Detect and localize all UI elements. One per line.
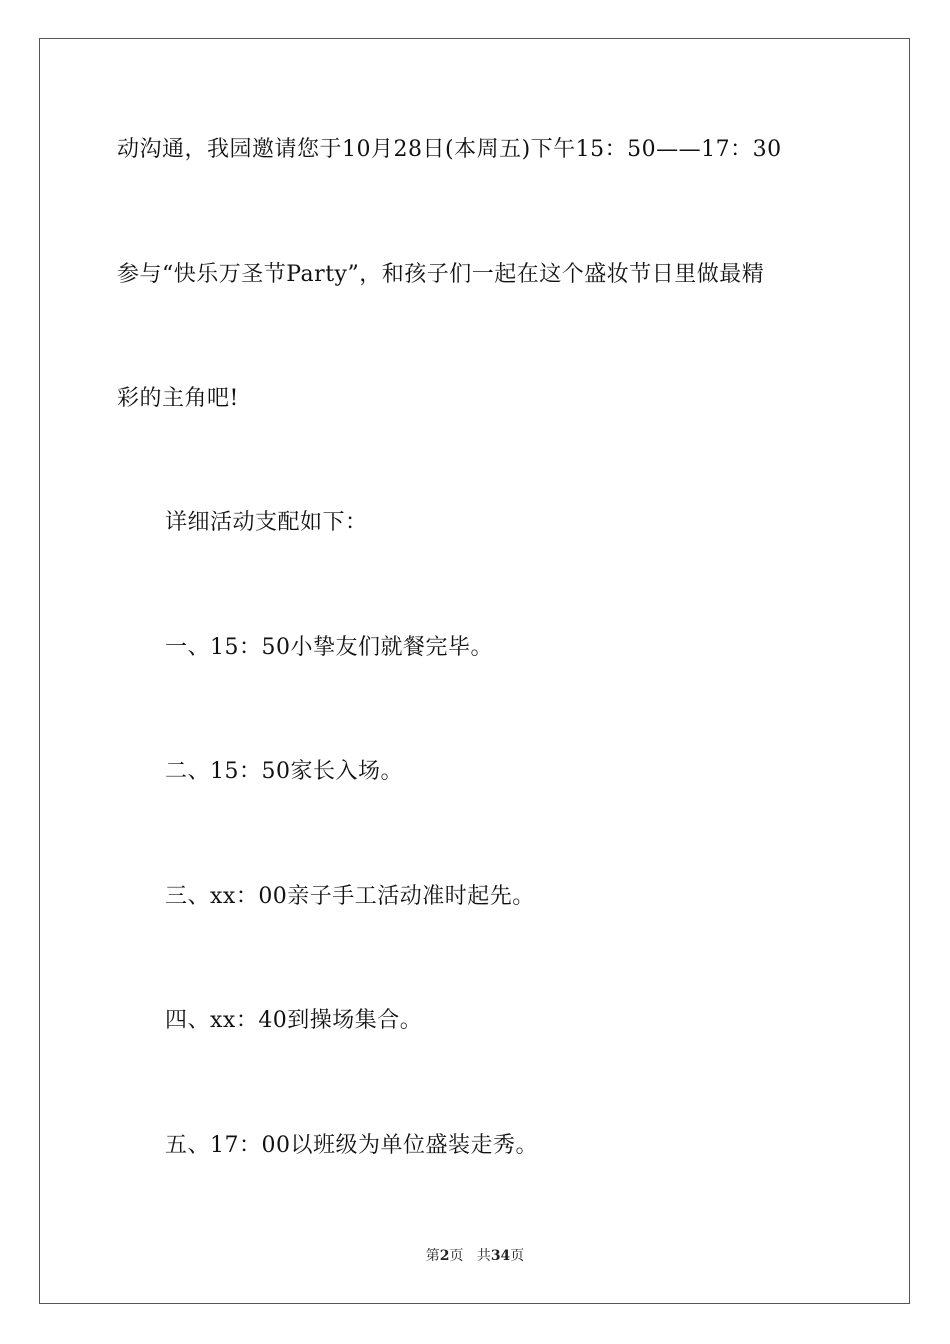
- page-footer: [0, 1247, 950, 1265]
- paragraph-line-3: 彩的主角吧!: [117, 386, 239, 411]
- paragraph-line-1: 动沟通，我园邀请您于10月28日(本周五)下午15：50——17：30: [117, 137, 782, 162]
- footer-page-suffix: 页: [449, 1248, 464, 1264]
- schedule-item-2: 二、15：50家长入场。: [165, 759, 403, 784]
- schedule-item-1: 一、15：50小挚友们就餐完毕。: [165, 635, 493, 660]
- schedule-item-3: 三、xx：00亲子手工活动准时起先。: [165, 884, 535, 909]
- footer-total-pages: 34: [490, 1248, 511, 1264]
- footer-total-prefix: 共: [476, 1248, 491, 1264]
- schedule-item-4: 四、xx：40到操场集合。: [165, 1008, 423, 1033]
- schedule-item-5: 五、17：00以班级为单位盛装走秀。: [165, 1133, 538, 1158]
- paragraph-line-2: 参与“快乐万圣节Party”，和孩子们一起在这个盛妆节日里做最精: [117, 262, 765, 287]
- schedule-heading: 详细活动支配如下：: [165, 510, 368, 535]
- footer-page-prefix: 第: [425, 1248, 440, 1264]
- footer-total-suffix: 页: [510, 1248, 525, 1264]
- footer-page-number: 2: [439, 1248, 450, 1264]
- page-frame: [39, 38, 910, 1304]
